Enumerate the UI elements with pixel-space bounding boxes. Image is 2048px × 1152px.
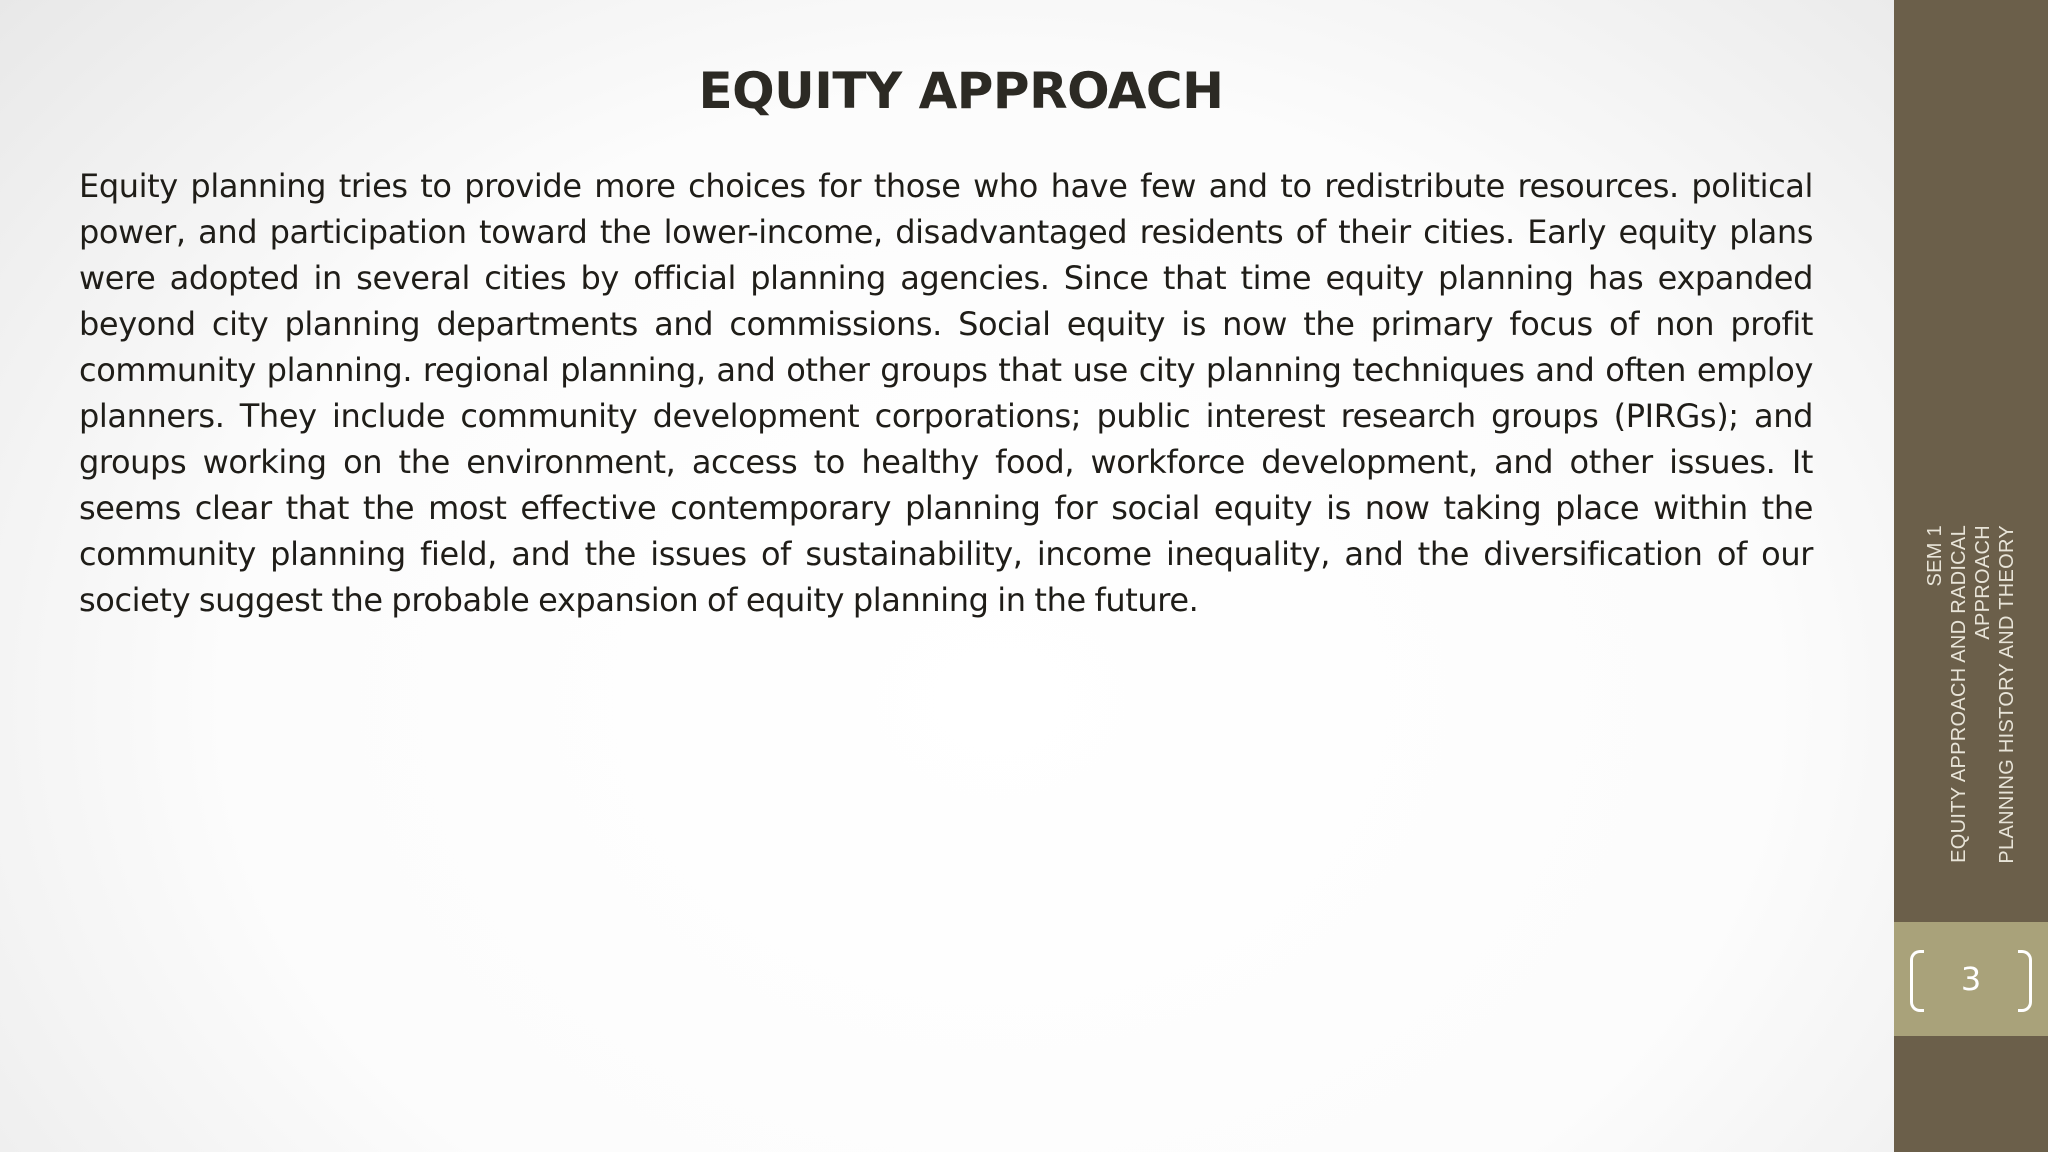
page-number-box	[1894, 922, 2048, 1036]
page-number: 3	[1960, 960, 1982, 998]
sidebar-line-topic: EQUITY APPROACH AND RADICAL APPROACH	[1948, 525, 1994, 863]
sidebar-line-subject: PLANNING HISTORY AND THEORY	[1996, 525, 2018, 864]
sidebar-footer-text	[1894, 525, 2048, 875]
slide-body-text: Equity planning tries to provide more choices for those who have few and to redistribute resources. political power, and participation toward the lower-income, disadvantaged residents of their cities. Early equity plans were adopted in several cities by official planning agencies. Since that time equity planning has expanded beyond city planning departments and commissions. Social equity is now the primary focus of non profit community planning. regional planning, and other groups that use city planning techniques and often employ planners. They include community development corporations; public interest research groups (PIRGs); and groups working on the environment, access to healthy food, workforce development, and other issues. It seems clear that the most effective contemporary planning for social equity is now taking place within the community planning field, and the issues of sustainability, income inequality, and the diversification of our society suggest the probable expansion of equity planning in the future.	[79, 167, 1813, 619]
slide-title: EQUITY APPROACH	[698, 62, 1224, 120]
sidebar-line-semester: SEM 1	[1924, 525, 1946, 587]
